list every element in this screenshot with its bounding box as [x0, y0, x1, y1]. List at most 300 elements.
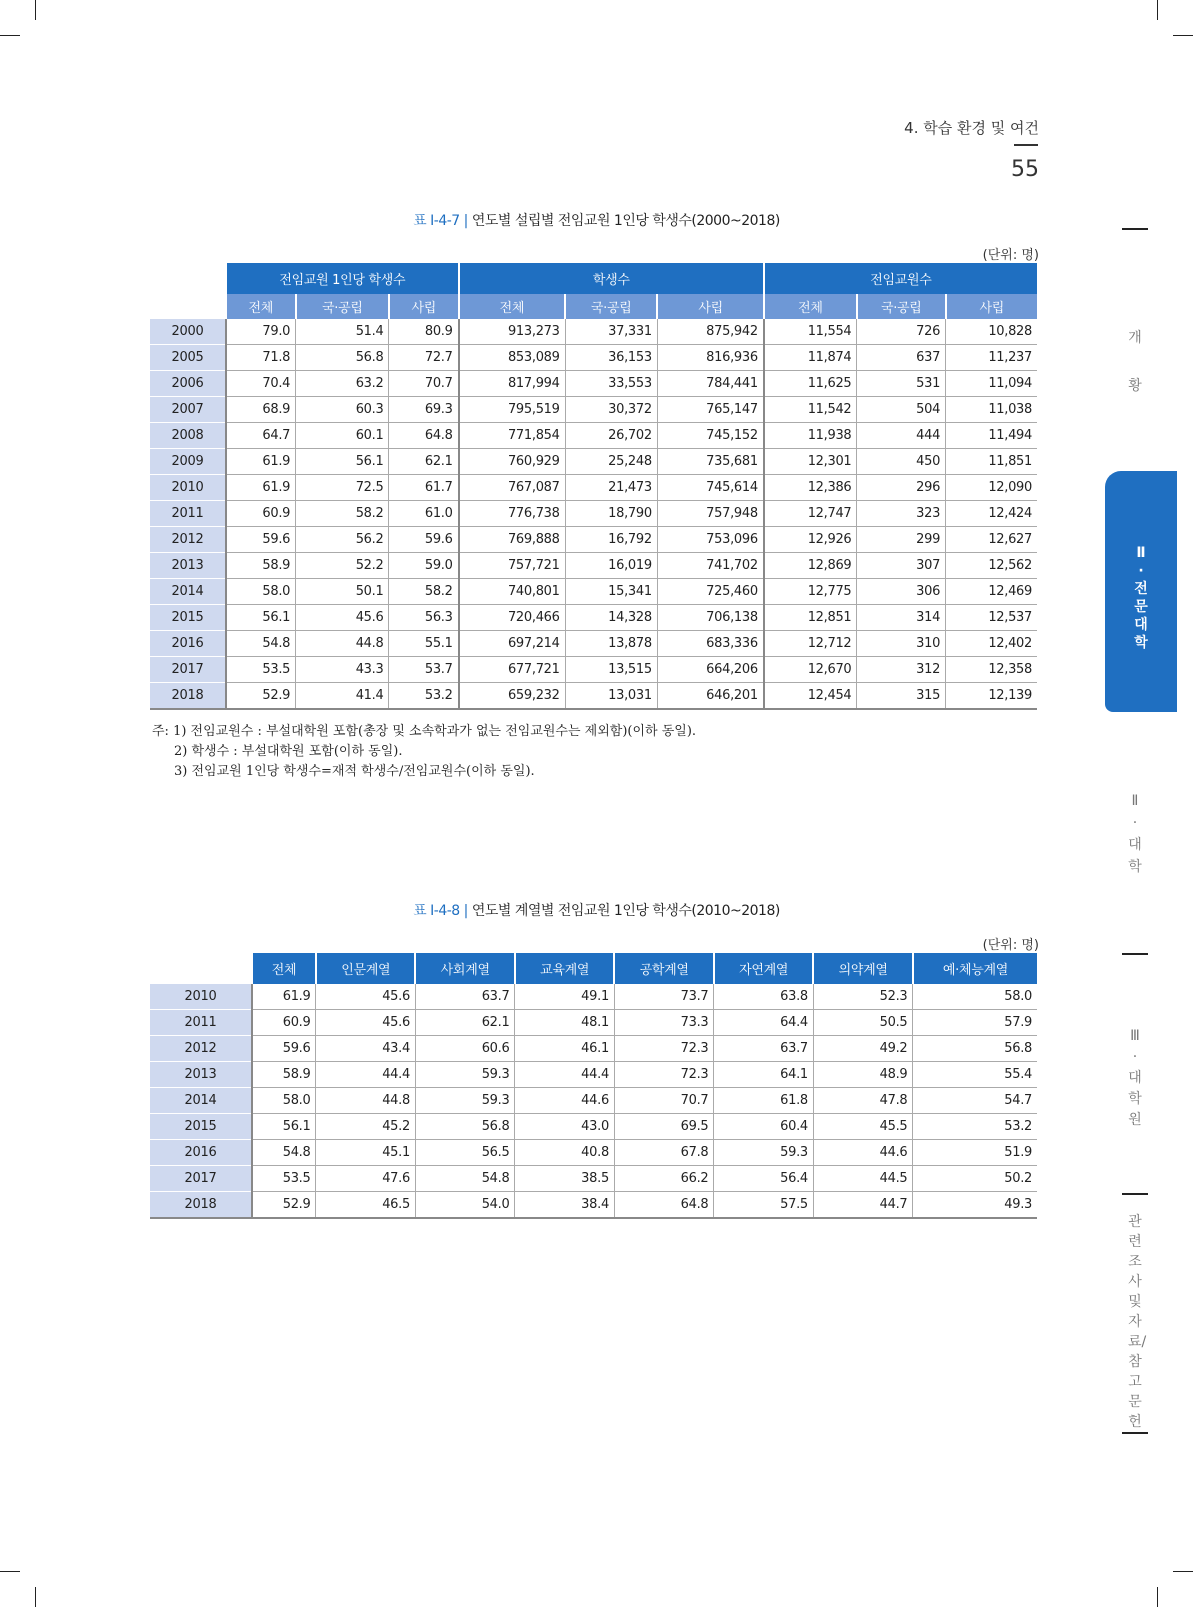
column-header: 공학계열 [614, 953, 713, 984]
table-cell: 12,537 [946, 605, 1037, 631]
table-cell: 697,214 [459, 631, 566, 657]
year-cell: 2009 [150, 449, 226, 475]
table-cell: 60.6 [415, 1036, 514, 1062]
table-cell: 73.7 [614, 984, 713, 1010]
table-cell: 875,942 [657, 319, 764, 345]
table-cell: 68.9 [226, 397, 296, 423]
table-cell: 11,542 [764, 397, 857, 423]
table-cell: 36,153 [565, 345, 657, 371]
table-cell: 46.1 [515, 1036, 614, 1062]
year-cell: 2013 [150, 553, 226, 579]
table-cell: 12,424 [946, 501, 1037, 527]
table-cell: 776,738 [459, 501, 566, 527]
table-cell: 59.3 [415, 1062, 514, 1088]
table1-label: 표 Ⅰ-4-7 | [413, 213, 468, 229]
table-cell: 769,888 [459, 527, 566, 553]
year-cell: 2008 [150, 423, 226, 449]
table-cell: 12,562 [946, 553, 1037, 579]
year-cell: 2015 [150, 1114, 252, 1140]
table-cell: 54.7 [913, 1088, 1037, 1114]
table-row [150, 553, 1037, 579]
table-cell: 41.4 [296, 683, 389, 710]
table-cell: 51.9 [913, 1140, 1037, 1166]
table-cell: 315 [857, 683, 946, 710]
sidenav-label: Ⅲ · 대학원 [1128, 1028, 1142, 1128]
table-cell: 69.3 [389, 397, 459, 423]
table-cell: 70.4 [226, 371, 296, 397]
table-cell: 64.8 [389, 423, 459, 449]
sidenav-label: 관련조사 및 자료/참고문헌 [1128, 1214, 1147, 1430]
year-cell: 2000 [150, 319, 226, 345]
table-row [150, 1062, 1037, 1088]
table-cell: 45.6 [316, 984, 415, 1010]
table-cell: 45.1 [316, 1140, 415, 1166]
table-cell: 44.8 [296, 631, 389, 657]
table-cell: 12,454 [764, 683, 857, 710]
table-cell: 53.2 [913, 1114, 1037, 1140]
year-cell: 2016 [150, 1140, 252, 1166]
table-cell: 15,341 [565, 579, 657, 605]
column-header: 국·공립 [857, 294, 946, 319]
table-cell: 664,206 [657, 657, 764, 683]
table-cell: 53.5 [226, 657, 296, 683]
table-cell: 726 [857, 319, 946, 345]
table-cell: 18,790 [565, 501, 657, 527]
column-header: 전체 [226, 294, 296, 319]
table-cell: 54.8 [252, 1140, 316, 1166]
column-header: 인문계열 [316, 953, 415, 984]
table-cell: 63.7 [415, 984, 514, 1010]
table-cell: 12,090 [946, 475, 1037, 501]
table-cell: 53.7 [389, 657, 459, 683]
table-cell: 61.8 [714, 1088, 813, 1114]
page-number: 55 [1011, 157, 1039, 182]
table-cell: 48.9 [813, 1062, 912, 1088]
table-cell: 767,087 [459, 475, 566, 501]
column-header: 의약계열 [813, 953, 912, 984]
sidenav-item-references[interactable] [1120, 1212, 1150, 1432]
table-cell: 745,614 [657, 475, 764, 501]
table-row [150, 605, 1037, 631]
year-cell: 2014 [150, 579, 226, 605]
table-cell: 59.6 [226, 527, 296, 553]
table-cell: 71.8 [226, 345, 296, 371]
divider [1122, 1193, 1148, 1195]
note: 2) 학생수 : 부설대학원 포함(이하 동일). [174, 744, 403, 759]
table-cell: 80.9 [389, 319, 459, 345]
table-cell: 25,248 [565, 449, 657, 475]
table-cell: 16,019 [565, 553, 657, 579]
table-cell: 45.6 [316, 1010, 415, 1036]
table-cell: 725,460 [657, 579, 764, 605]
table-cell: 51.4 [296, 319, 389, 345]
table-cell: 61.9 [252, 984, 316, 1010]
table-cell: 72.7 [389, 345, 459, 371]
table-cell: 21,473 [565, 475, 657, 501]
table-cell: 12,851 [764, 605, 857, 631]
table-cell: 63.2 [296, 371, 389, 397]
table-cell: 69.5 [614, 1114, 713, 1140]
table-cell: 12,670 [764, 657, 857, 683]
table-cell: 52.9 [252, 1192, 316, 1219]
table-cell: 43.4 [316, 1036, 415, 1062]
year-cell: 2017 [150, 657, 226, 683]
table-row [150, 449, 1037, 475]
table-cell: 11,874 [764, 345, 857, 371]
table-cell: 58.2 [389, 579, 459, 605]
table-cell: 299 [857, 527, 946, 553]
table-cell: 44.6 [515, 1088, 614, 1114]
table-cell: 56.8 [913, 1036, 1037, 1062]
table-cell: 62.1 [415, 1010, 514, 1036]
table-cell: 72.3 [614, 1036, 713, 1062]
table-cell: 58.0 [226, 579, 296, 605]
group-header: 전임교원 1인당 학생수 [226, 263, 459, 294]
table2-title: 연도별 계열별 전임교원 1인당 학생수(2010~2018) [471, 903, 780, 919]
table-cell: 12,627 [946, 527, 1037, 553]
table-cell: 706,138 [657, 605, 764, 631]
table-cell: 444 [857, 423, 946, 449]
column-header: 자연계열 [714, 953, 813, 984]
year-cell: 2011 [150, 501, 226, 527]
table-row [150, 1088, 1037, 1114]
table-cell: 11,554 [764, 319, 857, 345]
table-cell: 44.7 [813, 1192, 912, 1219]
table-cell: 56.8 [415, 1114, 514, 1140]
column-header: 사립 [946, 294, 1037, 319]
year-cell: 2012 [150, 1036, 252, 1062]
table-cell: 44.4 [515, 1062, 614, 1088]
table-cell: 61.0 [389, 501, 459, 527]
table-cell: 44.6 [813, 1140, 912, 1166]
table2-label: 표 Ⅰ-4-8 | [413, 903, 468, 919]
group-header: 학생수 [459, 263, 764, 294]
table-cell: 60.9 [226, 501, 296, 527]
table-cell: 52.9 [226, 683, 296, 710]
table-cell: 14,328 [565, 605, 657, 631]
table-cell: 56.3 [389, 605, 459, 631]
table-cell: 55.1 [389, 631, 459, 657]
table-cell: 683,336 [657, 631, 764, 657]
table-cell: 60.4 [714, 1114, 813, 1140]
year-cell: 2013 [150, 1062, 252, 1088]
table1-title: 연도별 설립별 전임교원 1인당 학생수(2000~2018) [471, 213, 780, 229]
table-cell: 44.8 [316, 1088, 415, 1114]
table2-unit: (단위: 명) [982, 938, 1039, 953]
table-cell: 58.2 [296, 501, 389, 527]
table-cell: 59.6 [389, 527, 459, 553]
column-header: 국·공립 [565, 294, 657, 319]
table-cell: 12,775 [764, 579, 857, 605]
column-header: 사립 [389, 294, 459, 319]
table-cell: 913,273 [459, 319, 566, 345]
year-cell: 2011 [150, 1010, 252, 1036]
table-cell: 323 [857, 501, 946, 527]
table-cell: 79.0 [226, 319, 296, 345]
table-cell: 54.0 [415, 1192, 514, 1219]
table-cell: 13,878 [565, 631, 657, 657]
table-cell: 59.6 [252, 1036, 316, 1062]
table-row [150, 1036, 1037, 1062]
table-cell: 12,712 [764, 631, 857, 657]
table-cell: 37,331 [565, 319, 657, 345]
table-cell: 58.0 [252, 1088, 316, 1114]
table1-unit: (단위: 명) [982, 248, 1039, 263]
table-cell: 12,926 [764, 527, 857, 553]
table-row [150, 371, 1037, 397]
table-row [150, 1192, 1037, 1219]
year-cell: 2016 [150, 631, 226, 657]
table-cell: 45.6 [296, 605, 389, 631]
table-cell: 64.7 [226, 423, 296, 449]
table-cell: 58.9 [252, 1062, 316, 1088]
table-cell: 60.1 [296, 423, 389, 449]
year-cell: 2010 [150, 984, 252, 1010]
table-cell: 64.1 [714, 1062, 813, 1088]
table-cell: 56.8 [296, 345, 389, 371]
year-cell: 2005 [150, 345, 226, 371]
table-cell: 58.0 [913, 984, 1037, 1010]
table-cell: 64.8 [614, 1192, 713, 1219]
note: 주: 1) 전임교원수 : 부설대학원 포함(총장 및 소속학과가 없는 전임교원수는 제외함)(이하 동일). [152, 724, 697, 739]
table-cell: 40.8 [515, 1140, 614, 1166]
table1 [150, 263, 1037, 710]
table-cell: 73.3 [614, 1010, 713, 1036]
table-cell: 49.1 [515, 984, 614, 1010]
year-cell: 2014 [150, 1088, 252, 1114]
table-cell: 72.3 [614, 1062, 713, 1088]
table-cell: 49.3 [913, 1192, 1037, 1219]
table-cell: 12,139 [946, 683, 1037, 710]
table-cell: 30,372 [565, 397, 657, 423]
table-cell: 504 [857, 397, 946, 423]
table-row [150, 345, 1037, 371]
section-title: 4. 학습 환경 및 여건 [904, 119, 1039, 137]
table-row [150, 475, 1037, 501]
table-cell: 38.5 [515, 1166, 614, 1192]
table-row [150, 984, 1037, 1010]
column-header: 예·체능계열 [913, 953, 1037, 984]
year-cell: 2017 [150, 1166, 252, 1192]
table-cell: 12,402 [946, 631, 1037, 657]
table-cell: 753,096 [657, 527, 764, 553]
table-cell: 55.4 [913, 1062, 1037, 1088]
table-row [150, 319, 1037, 345]
table-cell: 57.9 [913, 1010, 1037, 1036]
table-cell: 26,702 [565, 423, 657, 449]
year-cell: 2018 [150, 683, 226, 710]
table-cell: 33,553 [565, 371, 657, 397]
table-cell: 784,441 [657, 371, 764, 397]
year-cell: 2010 [150, 475, 226, 501]
sidenav-item-university[interactable] [1120, 790, 1150, 878]
sidenav-item-overview[interactable] [1115, 314, 1155, 410]
table-row [150, 683, 1037, 710]
table-cell: 50.5 [813, 1010, 912, 1036]
sidenav-label: 개 황 [1128, 330, 1142, 394]
table-cell: 61.9 [226, 449, 296, 475]
table-cell: 54.8 [415, 1166, 514, 1192]
column-header: 교육계열 [515, 953, 614, 984]
table-cell: 45.2 [316, 1114, 415, 1140]
table-cell: 720,466 [459, 605, 566, 631]
table-cell: 816,936 [657, 345, 764, 371]
table-cell: 11,094 [946, 371, 1037, 397]
table-cell: 64.4 [714, 1010, 813, 1036]
table-cell: 50.2 [913, 1166, 1037, 1192]
table-cell: 70.7 [389, 371, 459, 397]
table-cell: 59.3 [714, 1140, 813, 1166]
table-cell: 12,301 [764, 449, 857, 475]
table-cell: 56.1 [296, 449, 389, 475]
year-cell: 2012 [150, 527, 226, 553]
table-cell: 56.2 [296, 527, 389, 553]
table-cell: 312 [857, 657, 946, 683]
table-cell: 760,929 [459, 449, 566, 475]
table-cell: 13,515 [565, 657, 657, 683]
sidenav-item-graduate[interactable] [1120, 1026, 1150, 1131]
table-cell: 531 [857, 371, 946, 397]
table-cell: 307 [857, 553, 946, 579]
column-header: 전체 [252, 953, 316, 984]
table-cell: 63.7 [714, 1036, 813, 1062]
table-cell: 49.2 [813, 1036, 912, 1062]
table-cell: 12,747 [764, 501, 857, 527]
table-cell: 45.5 [813, 1114, 912, 1140]
table-cell: 765,147 [657, 397, 764, 423]
table-cell: 12,469 [946, 579, 1037, 605]
note: 3) 전임교원 1인당 학생수=재적 학생수/전임교원수(이하 동일). [174, 764, 535, 779]
table2 [150, 953, 1037, 1219]
table-cell: 771,854 [459, 423, 566, 449]
table-row [150, 579, 1037, 605]
table-row [150, 1166, 1037, 1192]
year-cell: 2018 [150, 1192, 252, 1219]
table-cell: 53.2 [389, 683, 459, 710]
table-cell: 63.8 [714, 984, 813, 1010]
table-cell: 646,201 [657, 683, 764, 710]
table-cell: 44.5 [813, 1166, 912, 1192]
table-row [150, 631, 1037, 657]
table-cell: 757,948 [657, 501, 764, 527]
table-cell: 795,519 [459, 397, 566, 423]
table-cell: 16,792 [565, 527, 657, 553]
table-cell: 70.7 [614, 1088, 713, 1114]
table-cell: 677,721 [459, 657, 566, 683]
table-cell: 47.8 [813, 1088, 912, 1114]
table-cell: 52.2 [296, 553, 389, 579]
table-cell: 60.3 [296, 397, 389, 423]
column-header: 사립 [657, 294, 764, 319]
table-cell: 60.9 [252, 1010, 316, 1036]
column-header: 전체 [764, 294, 857, 319]
year-cell: 2007 [150, 397, 226, 423]
table-row [150, 397, 1037, 423]
divider [1122, 1432, 1148, 1434]
sidenav-label: Ⅱ · 대 학 [1128, 793, 1142, 875]
table-row [150, 1114, 1037, 1140]
table-cell: 59.3 [415, 1088, 514, 1114]
table-cell: 12,869 [764, 553, 857, 579]
table-cell: 10,828 [946, 319, 1037, 345]
column-header: 전체 [459, 294, 566, 319]
table-row [150, 1010, 1037, 1036]
table-cell: 11,038 [946, 397, 1037, 423]
table-cell: 741,702 [657, 553, 764, 579]
table-cell: 13,031 [565, 683, 657, 710]
table-cell: 11,938 [764, 423, 857, 449]
table-cell: 61.7 [389, 475, 459, 501]
table-row [150, 527, 1037, 553]
table-cell: 46.5 [316, 1192, 415, 1219]
table1-caption [0, 210, 1193, 230]
table-cell: 50.1 [296, 579, 389, 605]
table-row [150, 1140, 1037, 1166]
divider [1122, 228, 1148, 230]
table-cell: 740,801 [459, 579, 566, 605]
table-cell: 11,851 [946, 449, 1037, 475]
table-cell: 56.4 [714, 1166, 813, 1192]
table-cell: 61.9 [226, 475, 296, 501]
table-cell: 817,994 [459, 371, 566, 397]
table-cell: 44.4 [316, 1062, 415, 1088]
table-cell: 54.8 [226, 631, 296, 657]
table-cell: 72.5 [296, 475, 389, 501]
divider [1014, 144, 1038, 146]
table-cell: 56.1 [252, 1114, 316, 1140]
table-cell: 38.4 [515, 1192, 614, 1219]
table-cell: 59.0 [389, 553, 459, 579]
table-cell: 58.9 [226, 553, 296, 579]
column-header: 사회계열 [415, 953, 514, 984]
table-cell: 659,232 [459, 683, 566, 710]
table-row [150, 423, 1037, 449]
table-cell: 47.6 [316, 1166, 415, 1192]
table-cell: 43.3 [296, 657, 389, 683]
table-cell: 757,721 [459, 553, 566, 579]
table-cell: 310 [857, 631, 946, 657]
group-header: 전임교원수 [764, 263, 1037, 294]
table-cell: 66.2 [614, 1166, 713, 1192]
table-cell: 735,681 [657, 449, 764, 475]
table-row [150, 501, 1037, 527]
table-cell: 11,625 [764, 371, 857, 397]
table2-caption [0, 900, 1193, 920]
year-cell: 2006 [150, 371, 226, 397]
table1-notes [152, 722, 696, 782]
table-cell: 62.1 [389, 449, 459, 475]
table-cell: 11,494 [946, 423, 1037, 449]
table-cell: 853,089 [459, 345, 566, 371]
table-cell: 57.5 [714, 1192, 813, 1219]
table-cell: 637 [857, 345, 946, 371]
table-cell: 12,358 [946, 657, 1037, 683]
table-cell: 53.5 [252, 1166, 316, 1192]
year-cell: 2015 [150, 605, 226, 631]
table-cell: 450 [857, 449, 946, 475]
table-cell: 56.5 [415, 1140, 514, 1166]
table-cell: 11,237 [946, 345, 1037, 371]
table-cell: 67.8 [614, 1140, 713, 1166]
table-cell: 745,152 [657, 423, 764, 449]
table-cell: 296 [857, 475, 946, 501]
table-cell: 48.1 [515, 1010, 614, 1036]
table-cell: 43.0 [515, 1114, 614, 1140]
column-header: 국·공립 [296, 294, 389, 319]
table-cell: 56.1 [226, 605, 296, 631]
table-cell: 12,386 [764, 475, 857, 501]
sidenav-label: Ⅱ · 전문대학 [1134, 545, 1148, 651]
